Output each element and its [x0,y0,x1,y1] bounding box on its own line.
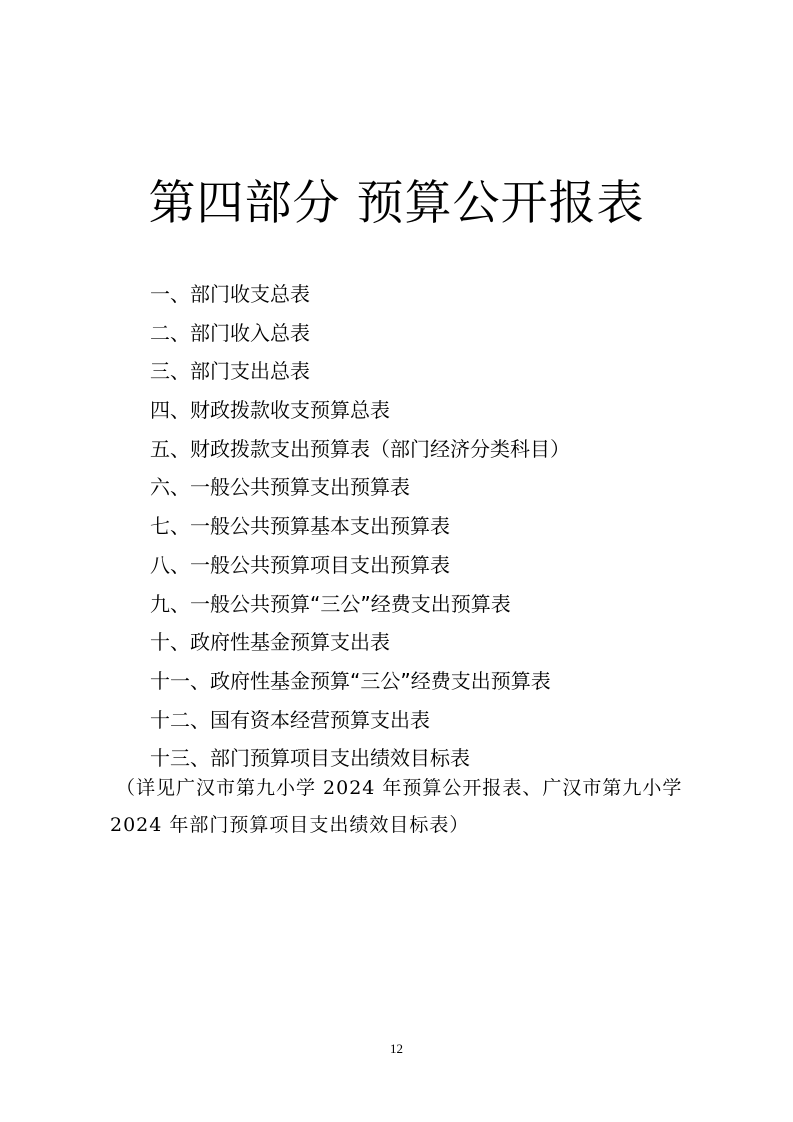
toc-item-8: 八、一般公共预算项目支出预算表 [150,552,450,577]
table-of-contents [150,275,570,778]
toc-item-4: 四、财政拨款收支预算总表 [150,398,390,423]
note-line-2: 2024 年部门预算项目支出绩效目标表） [110,814,470,836]
toc-item-6: 六、一般公共预算支出预算表 [150,475,410,500]
toc-item-7: 七、一般公共预算基本支出预算表 [150,514,450,539]
toc-item-1: 一、部门收支总表 [150,282,310,306]
toc-item-11: 十一、政府性基金预算“三公”经费支出预算表 [150,668,551,693]
page-number: 12 [390,1041,403,1056]
toc-item-13: 十三、部门预算项目支出绩效目标表 [150,746,470,771]
reference-note [110,770,710,844]
toc-item-12: 十二、国有资本经营预算支出表 [150,707,430,732]
toc-item-9: 九、一般公共预算“三公”经费支出预算表 [150,591,511,616]
toc-item-3: 三、部门支出总表 [150,359,310,384]
toc-item-10: 十、政府性基金预算支出表 [150,630,390,655]
note-line-1: （详见广汉市第九小学 2024 年预算公开报表、广汉市第九小学 [116,777,683,799]
page-title: 第四部分 预算公开报表 [148,176,645,232]
toc-item-2: 二、部门收入总表 [150,320,310,345]
toc-item-5: 五、财政拨款支出预算表（部门经济分类科目） [150,436,570,461]
